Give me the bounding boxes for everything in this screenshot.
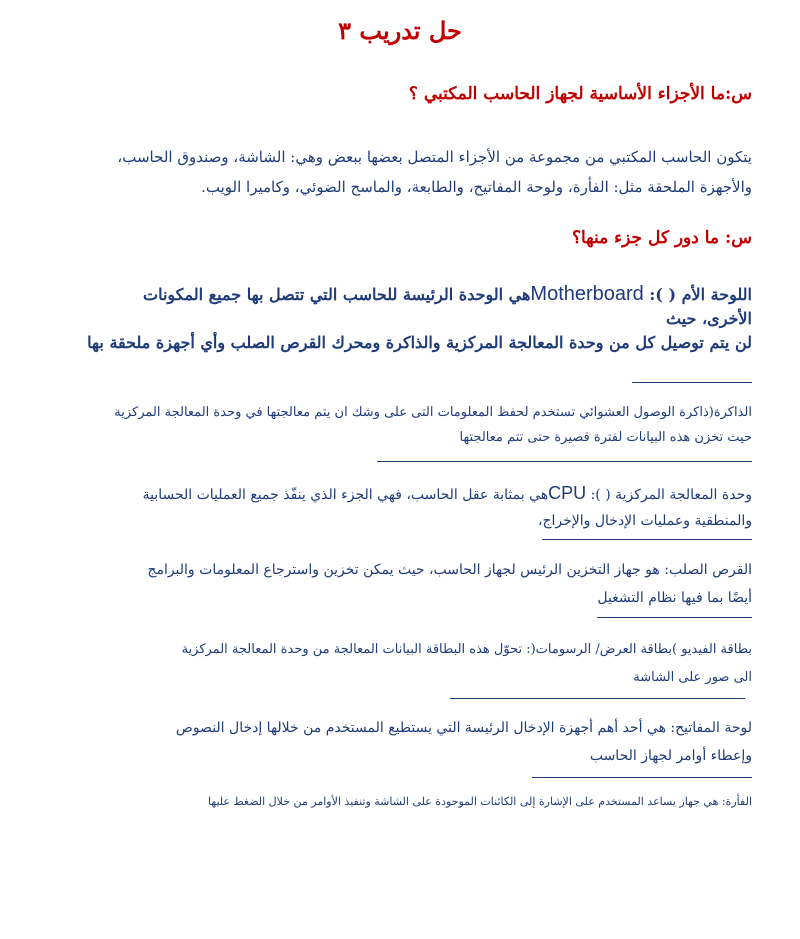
divider-2 bbox=[377, 461, 752, 462]
ram-section bbox=[42, 400, 752, 450]
video-card-line-2: الى صور على الشاشة bbox=[633, 670, 752, 685]
motherboard-text-1: هي الوحدة الرئيسة للحاسب التي تتصل بها جميع المكونات bbox=[143, 285, 531, 304]
cpu-line-1 bbox=[47, 480, 752, 508]
question-1: س:ما الأجزاء الأساسية لجهاز الحاسب المكتبي ؟ bbox=[408, 84, 752, 104]
mouse-section bbox=[42, 792, 752, 812]
motherboard-latin: Motherboard bbox=[530, 283, 644, 305]
ram-line-1: الذاكرة(ذاكرة الوصول العشوائي تستخدم لحفظ المعلومات التى على وشك ان يتم معالجتها في وحدة المعالجة المركزية bbox=[114, 405, 752, 420]
hard-disk-section bbox=[47, 556, 752, 612]
divider-6 bbox=[532, 777, 752, 778]
divider-1 bbox=[632, 382, 752, 383]
cpu-mid: ): bbox=[590, 487, 601, 503]
keyboard-line-2: وإعطاء أوامر لجهاز الحاسب bbox=[589, 748, 752, 764]
cpu-prefix: وحدة المعالجة المركزية ( bbox=[605, 487, 752, 503]
page-title: حل تدريب ٣ bbox=[338, 16, 462, 45]
mouse-line-1: الفأرة: هي جهاز يساعد المستخدم على الإشارة إلى الكائنات الموجودة على الشاشة وتنفيذ الأوامر من خلال الضغط عليها bbox=[208, 795, 752, 808]
video-card-section bbox=[42, 636, 752, 692]
hard-disk-line-1: القرص الصلب: هو جهاز التخزين الرئيس لجهاز الحاسب، حيث يمكن تخزين واسترجاع المعلومات والبرامج bbox=[147, 562, 752, 578]
intro-line-1: يتكون الحاسب المكتبي من مجموعة من الأجزاء المتصل بعضها ببعض وهي: الشاشة، وصندوق الحاسب، bbox=[117, 148, 752, 166]
divider-5 bbox=[450, 698, 745, 699]
motherboard-line-1 bbox=[62, 282, 752, 307]
cpu-section bbox=[47, 480, 752, 534]
cpu-line-2: والمنطقية وعمليات الإدخال والإخراج، bbox=[537, 513, 752, 529]
motherboard-line-2: الأخرى، حيث bbox=[666, 309, 752, 328]
motherboard-prefix: اللوحة الأم ( bbox=[668, 285, 752, 304]
motherboard-mid: ): bbox=[649, 285, 663, 304]
hard-disk-line-2: أيضًا بما فيها نظام التشغيل bbox=[597, 590, 752, 606]
video-card-line-1: بطاقة الفيديو )بطاقة العرض/ الرسومات(: تحوّل هذه البطاقة البيانات المعالجة من وحدة المعالجة المركزية bbox=[181, 642, 752, 657]
keyboard-section bbox=[42, 714, 752, 770]
keyboard-line-1: لوحة المفاتيح: هي أحد أهم أجهزة الإدخال الرئيسة التي يستطيع المستخدم من خلالها إدخال النصوص bbox=[175, 720, 752, 736]
intro-answer bbox=[37, 142, 752, 202]
motherboard-line-3: لن يتم توصيل كل من وحدة المعالجة المركزية والذاكرة ومحرك القرص الصلب وأي أجهزة ملحقة بها bbox=[87, 333, 752, 352]
cpu-latin: CPU bbox=[548, 483, 587, 503]
divider-3 bbox=[542, 539, 752, 540]
cpu-text-1: هي بمثابة عقل الحاسب، فهي الجزء الذي ينفّذ جميع العمليات الحسابية bbox=[142, 487, 549, 503]
question-2: س: ما دور كل جزء منها؟ bbox=[571, 228, 752, 248]
ram-line-2: حيث تخزن هذه البيانات لفترة قصيرة حتى تتم معالجتها bbox=[459, 430, 752, 445]
divider-4 bbox=[597, 617, 752, 618]
intro-line-2: والأجهزة الملحقة مثل: الفأرة، ولوحة المفاتيح، والطابعة، والماسح الضوئي، وكاميرا الويب. bbox=[201, 178, 752, 196]
motherboard-section bbox=[62, 282, 752, 355]
